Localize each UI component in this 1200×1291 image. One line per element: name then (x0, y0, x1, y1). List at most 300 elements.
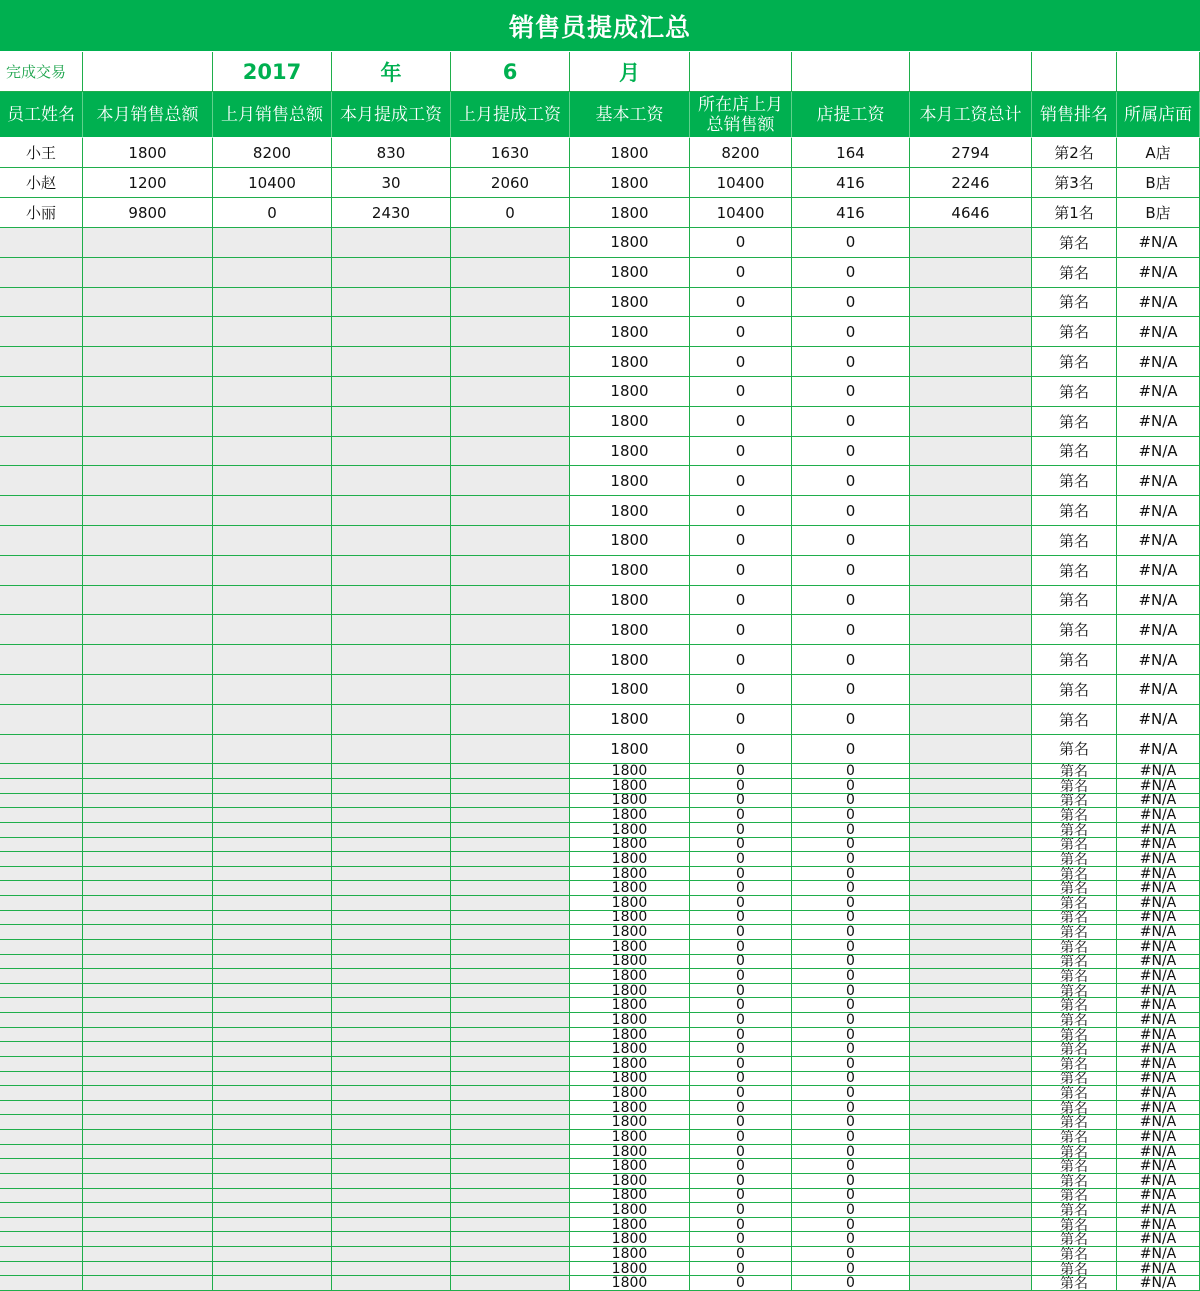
empty-cell[interactable] (910, 258, 1032, 288)
empty-cell[interactable] (910, 1189, 1032, 1204)
empty-cell[interactable] (451, 1276, 570, 1291)
table-cell[interactable]: 1800 (570, 998, 690, 1013)
month-value-cell[interactable]: 6 (451, 52, 570, 92)
empty-cell[interactable] (0, 881, 83, 896)
table-cell[interactable]: 0 (690, 1247, 792, 1262)
table-cell[interactable]: 1800 (570, 896, 690, 911)
empty-cell[interactable] (451, 407, 570, 437)
table-cell[interactable]: 0 (451, 198, 570, 228)
empty-cell[interactable] (213, 940, 332, 955)
empty-cell[interactable] (910, 645, 1032, 675)
empty-cell[interactable] (213, 496, 332, 526)
table-cell[interactable]: 1800 (570, 1189, 690, 1204)
empty-cell[interactable] (451, 955, 570, 970)
column-header[interactable]: 基本工资 (570, 92, 690, 138)
empty-cell[interactable] (332, 466, 451, 496)
empty-cell[interactable] (332, 1130, 451, 1145)
empty-cell[interactable] (83, 998, 213, 1013)
table-cell[interactable]: 0 (690, 984, 792, 999)
empty-cell[interactable] (83, 1013, 213, 1028)
info-empty-cell[interactable] (1032, 52, 1117, 92)
empty-cell[interactable] (0, 615, 83, 645)
table-cell[interactable]: 0 (792, 896, 910, 911)
empty-cell[interactable] (910, 1203, 1032, 1218)
empty-cell[interactable] (0, 1145, 83, 1160)
table-cell[interactable]: 0 (690, 1276, 792, 1291)
table-cell[interactable]: 1800 (570, 1232, 690, 1247)
table-cell[interactable]: 第名 (1032, 881, 1117, 896)
empty-cell[interactable] (910, 1247, 1032, 1262)
table-cell[interactable]: 4646 (910, 198, 1032, 228)
empty-cell[interactable] (213, 645, 332, 675)
empty-cell[interactable] (910, 735, 1032, 765)
empty-cell[interactable] (332, 1276, 451, 1291)
empty-cell[interactable] (451, 1247, 570, 1262)
table-cell[interactable]: 第名 (1032, 615, 1117, 645)
empty-cell[interactable] (332, 1232, 451, 1247)
empty-cell[interactable] (213, 779, 332, 794)
empty-cell[interactable] (332, 838, 451, 853)
table-cell[interactable]: 1800 (83, 138, 213, 168)
info-label-cell[interactable]: 完成交易 (0, 52, 83, 92)
empty-cell[interactable] (451, 1189, 570, 1204)
table-cell[interactable]: #N/A (1117, 998, 1200, 1013)
empty-cell[interactable] (332, 984, 451, 999)
empty-cell[interactable] (910, 496, 1032, 526)
empty-cell[interactable] (910, 407, 1032, 437)
column-header[interactable]: 本月销售总额 (83, 92, 213, 138)
empty-cell[interactable] (910, 984, 1032, 999)
empty-cell[interactable] (213, 1174, 332, 1189)
empty-cell[interactable] (332, 1086, 451, 1101)
table-cell[interactable]: #N/A (1117, 1174, 1200, 1189)
table-cell[interactable]: #N/A (1117, 288, 1200, 318)
info-empty-cell[interactable] (910, 52, 1032, 92)
table-cell[interactable]: 第名 (1032, 1232, 1117, 1247)
empty-cell[interactable] (0, 705, 83, 735)
empty-cell[interactable] (213, 1159, 332, 1174)
table-cell[interactable]: 2430 (332, 198, 451, 228)
empty-cell[interactable] (451, 1042, 570, 1057)
empty-cell[interactable] (83, 779, 213, 794)
table-cell[interactable]: #N/A (1117, 705, 1200, 735)
table-cell[interactable]: #N/A (1117, 1218, 1200, 1233)
empty-cell[interactable] (332, 228, 451, 258)
table-cell[interactable]: 10400 (690, 198, 792, 228)
table-cell[interactable]: 1800 (570, 969, 690, 984)
table-cell[interactable]: 0 (690, 1028, 792, 1043)
empty-cell[interactable] (910, 556, 1032, 586)
empty-cell[interactable] (332, 794, 451, 809)
table-cell[interactable]: 0 (792, 1203, 910, 1218)
empty-cell[interactable] (83, 407, 213, 437)
table-cell[interactable]: 1800 (570, 645, 690, 675)
empty-cell[interactable] (910, 940, 1032, 955)
table-cell[interactable]: 第名 (1032, 852, 1117, 867)
empty-cell[interactable] (83, 735, 213, 765)
empty-cell[interactable] (83, 1042, 213, 1057)
empty-cell[interactable] (213, 794, 332, 809)
table-cell[interactable]: 1800 (570, 407, 690, 437)
table-cell[interactable]: 1800 (570, 466, 690, 496)
table-cell[interactable]: 0 (792, 925, 910, 940)
empty-cell[interactable] (910, 586, 1032, 616)
empty-cell[interactable] (0, 808, 83, 823)
table-cell[interactable]: #N/A (1117, 1086, 1200, 1101)
empty-cell[interactable] (332, 1042, 451, 1057)
table-cell[interactable]: 0 (690, 586, 792, 616)
table-cell[interactable]: 第名 (1032, 779, 1117, 794)
table-cell[interactable]: 第名 (1032, 466, 1117, 496)
table-cell[interactable]: 第名 (1032, 1218, 1117, 1233)
table-cell[interactable]: 第名 (1032, 1086, 1117, 1101)
table-cell[interactable]: 0 (690, 896, 792, 911)
table-cell[interactable]: 1800 (570, 586, 690, 616)
table-cell[interactable]: 0 (690, 437, 792, 467)
empty-cell[interactable] (910, 317, 1032, 347)
empty-cell[interactable] (0, 1086, 83, 1101)
empty-cell[interactable] (332, 969, 451, 984)
table-cell[interactable]: 0 (792, 1218, 910, 1233)
table-cell[interactable]: 1800 (570, 735, 690, 765)
empty-cell[interactable] (83, 317, 213, 347)
empty-cell[interactable] (83, 526, 213, 556)
empty-cell[interactable] (0, 1013, 83, 1028)
empty-cell[interactable] (0, 1174, 83, 1189)
table-cell[interactable]: 0 (792, 808, 910, 823)
empty-cell[interactable] (83, 911, 213, 926)
table-cell[interactable]: 0 (690, 347, 792, 377)
table-cell[interactable]: 1800 (570, 852, 690, 867)
table-cell[interactable]: #N/A (1117, 1203, 1200, 1218)
table-cell[interactable]: 1200 (83, 168, 213, 198)
info-empty-cell[interactable] (1117, 52, 1200, 92)
table-cell[interactable]: 0 (792, 940, 910, 955)
empty-cell[interactable] (332, 1057, 451, 1072)
empty-cell[interactable] (332, 881, 451, 896)
table-cell[interactable]: 第1名 (1032, 198, 1117, 228)
table-cell[interactable]: 1800 (570, 288, 690, 318)
table-cell[interactable]: 1800 (570, 615, 690, 645)
table-cell[interactable]: 0 (690, 1145, 792, 1160)
empty-cell[interactable] (910, 1276, 1032, 1291)
empty-cell[interactable] (451, 1159, 570, 1174)
table-cell[interactable]: 第名 (1032, 896, 1117, 911)
table-cell[interactable]: 第名 (1032, 794, 1117, 809)
empty-cell[interactable] (213, 1101, 332, 1116)
empty-cell[interactable] (83, 867, 213, 882)
table-cell[interactable]: 第名 (1032, 407, 1117, 437)
empty-cell[interactable] (910, 1174, 1032, 1189)
empty-cell[interactable] (332, 823, 451, 838)
year-value-cell[interactable]: 2017 (213, 52, 332, 92)
table-cell[interactable]: 2794 (910, 138, 1032, 168)
empty-cell[interactable] (213, 705, 332, 735)
table-cell[interactable]: 0 (792, 1115, 910, 1130)
empty-cell[interactable] (83, 1101, 213, 1116)
empty-cell[interactable] (213, 1145, 332, 1160)
empty-cell[interactable] (332, 288, 451, 318)
table-cell[interactable]: 0 (690, 823, 792, 838)
table-cell[interactable]: 0 (690, 1262, 792, 1277)
table-cell[interactable]: 0 (690, 794, 792, 809)
table-cell[interactable]: 0 (792, 838, 910, 853)
empty-cell[interactable] (0, 377, 83, 407)
table-cell[interactable]: 1800 (570, 556, 690, 586)
empty-cell[interactable] (83, 838, 213, 853)
empty-cell[interactable] (213, 867, 332, 882)
table-cell[interactable]: 第名 (1032, 838, 1117, 853)
empty-cell[interactable] (910, 228, 1032, 258)
empty-cell[interactable] (332, 764, 451, 779)
table-cell[interactable]: 0 (792, 407, 910, 437)
empty-cell[interactable] (83, 347, 213, 377)
empty-cell[interactable] (910, 526, 1032, 556)
table-cell[interactable]: 第名 (1032, 675, 1117, 705)
empty-cell[interactable] (451, 823, 570, 838)
table-cell[interactable]: 8200 (213, 138, 332, 168)
empty-cell[interactable] (213, 1028, 332, 1043)
table-cell[interactable]: 第名 (1032, 645, 1117, 675)
table-cell[interactable]: 第名 (1032, 288, 1117, 318)
empty-cell[interactable] (213, 377, 332, 407)
empty-cell[interactable] (0, 984, 83, 999)
empty-cell[interactable] (0, 794, 83, 809)
empty-cell[interactable] (910, 998, 1032, 1013)
table-cell[interactable]: 第名 (1032, 1130, 1117, 1145)
empty-cell[interactable] (910, 955, 1032, 970)
empty-cell[interactable] (451, 288, 570, 318)
table-cell[interactable]: 0 (690, 1218, 792, 1233)
table-cell[interactable]: 1800 (570, 1262, 690, 1277)
empty-cell[interactable] (910, 1262, 1032, 1277)
empty-cell[interactable] (910, 1218, 1032, 1233)
empty-cell[interactable] (213, 1042, 332, 1057)
table-cell[interactable]: #N/A (1117, 794, 1200, 809)
table-cell[interactable]: 1800 (570, 779, 690, 794)
table-cell[interactable]: 0 (690, 645, 792, 675)
empty-cell[interactable] (910, 1057, 1032, 1072)
table-cell[interactable]: 0 (690, 1057, 792, 1072)
table-cell[interactable]: 0 (792, 288, 910, 318)
empty-cell[interactable] (0, 1072, 83, 1087)
empty-cell[interactable] (0, 496, 83, 526)
table-cell[interactable]: #N/A (1117, 955, 1200, 970)
table-cell[interactable]: 第名 (1032, 1262, 1117, 1277)
empty-cell[interactable] (213, 228, 332, 258)
empty-cell[interactable] (332, 1072, 451, 1087)
table-cell[interactable]: 0 (792, 1174, 910, 1189)
table-cell[interactable]: #N/A (1117, 1159, 1200, 1174)
table-cell[interactable]: 0 (690, 556, 792, 586)
empty-cell[interactable] (451, 881, 570, 896)
empty-cell[interactable] (0, 852, 83, 867)
table-cell[interactable]: 0 (690, 735, 792, 765)
empty-cell[interactable] (0, 1262, 83, 1277)
column-header[interactable]: 本月工资总计 (910, 92, 1032, 138)
empty-cell[interactable] (213, 1247, 332, 1262)
table-cell[interactable]: 0 (690, 526, 792, 556)
empty-cell[interactable] (451, 984, 570, 999)
table-cell[interactable]: 0 (690, 969, 792, 984)
table-cell[interactable]: 0 (792, 823, 910, 838)
empty-cell[interactable] (83, 556, 213, 586)
table-cell[interactable]: 0 (792, 377, 910, 407)
table-cell[interactable]: 第名 (1032, 1013, 1117, 1028)
empty-cell[interactable] (910, 779, 1032, 794)
table-cell[interactable]: 2060 (451, 168, 570, 198)
empty-cell[interactable] (451, 1072, 570, 1087)
table-cell[interactable]: 0 (792, 735, 910, 765)
table-cell[interactable]: 0 (690, 1159, 792, 1174)
empty-cell[interactable] (332, 911, 451, 926)
empty-cell[interactable] (213, 984, 332, 999)
table-cell[interactable]: #N/A (1117, 526, 1200, 556)
empty-cell[interactable] (451, 1013, 570, 1028)
empty-cell[interactable] (213, 1276, 332, 1291)
empty-cell[interactable] (910, 1130, 1032, 1145)
table-cell[interactable]: #N/A (1117, 764, 1200, 779)
table-cell[interactable]: 0 (690, 808, 792, 823)
table-cell[interactable]: #N/A (1117, 1042, 1200, 1057)
table-cell[interactable]: 0 (690, 764, 792, 779)
table-cell[interactable]: #N/A (1117, 735, 1200, 765)
empty-cell[interactable] (0, 911, 83, 926)
table-cell[interactable]: 1800 (570, 198, 690, 228)
table-cell[interactable]: #N/A (1117, 881, 1200, 896)
empty-cell[interactable] (451, 969, 570, 984)
table-cell[interactable]: 0 (792, 1101, 910, 1116)
empty-cell[interactable] (451, 1218, 570, 1233)
empty-cell[interactable] (332, 615, 451, 645)
empty-cell[interactable] (83, 764, 213, 779)
table-cell[interactable]: 30 (332, 168, 451, 198)
table-cell[interactable]: 1800 (570, 940, 690, 955)
empty-cell[interactable] (213, 852, 332, 867)
table-cell[interactable]: 2246 (910, 168, 1032, 198)
empty-cell[interactable] (0, 437, 83, 467)
empty-cell[interactable] (213, 896, 332, 911)
table-cell[interactable]: #N/A (1117, 347, 1200, 377)
table-cell[interactable]: 第名 (1032, 377, 1117, 407)
empty-cell[interactable] (213, 586, 332, 616)
empty-cell[interactable] (910, 925, 1032, 940)
table-cell[interactable]: 1800 (570, 377, 690, 407)
empty-cell[interactable] (451, 1057, 570, 1072)
empty-cell[interactable] (0, 1232, 83, 1247)
empty-cell[interactable] (213, 838, 332, 853)
empty-cell[interactable] (451, 896, 570, 911)
table-cell[interactable]: 1800 (570, 1028, 690, 1043)
empty-cell[interactable] (0, 1115, 83, 1130)
table-cell[interactable]: 第名 (1032, 823, 1117, 838)
table-cell[interactable]: 0 (792, 1013, 910, 1028)
empty-cell[interactable] (0, 925, 83, 940)
empty-cell[interactable] (451, 258, 570, 288)
empty-cell[interactable] (0, 838, 83, 853)
column-header[interactable]: 销售排名 (1032, 92, 1117, 138)
empty-cell[interactable] (213, 1262, 332, 1277)
table-cell[interactable]: 416 (792, 198, 910, 228)
empty-cell[interactable] (451, 940, 570, 955)
table-cell[interactable]: 0 (792, 437, 910, 467)
table-cell[interactable]: 第名 (1032, 925, 1117, 940)
table-cell[interactable]: 1800 (570, 867, 690, 882)
empty-cell[interactable] (213, 881, 332, 896)
table-cell[interactable]: #N/A (1117, 984, 1200, 999)
empty-cell[interactable] (213, 1115, 332, 1130)
empty-cell[interactable] (332, 1159, 451, 1174)
empty-cell[interactable] (332, 1028, 451, 1043)
empty-cell[interactable] (0, 1247, 83, 1262)
empty-cell[interactable] (451, 1232, 570, 1247)
table-cell[interactable]: 1800 (570, 1159, 690, 1174)
table-cell[interactable]: #N/A (1117, 407, 1200, 437)
empty-cell[interactable] (910, 867, 1032, 882)
table-cell[interactable]: 第名 (1032, 437, 1117, 467)
empty-cell[interactable] (451, 586, 570, 616)
empty-cell[interactable] (910, 969, 1032, 984)
table-cell[interactable]: 1800 (570, 675, 690, 705)
empty-cell[interactable] (83, 852, 213, 867)
table-cell[interactable]: 1630 (451, 138, 570, 168)
empty-cell[interactable] (0, 1101, 83, 1116)
empty-cell[interactable] (451, 377, 570, 407)
table-cell[interactable]: 1800 (570, 984, 690, 999)
empty-cell[interactable] (451, 808, 570, 823)
empty-cell[interactable] (213, 998, 332, 1013)
empty-cell[interactable] (83, 1072, 213, 1087)
table-cell[interactable]: 0 (792, 615, 910, 645)
column-header[interactable]: 员工姓名 (0, 92, 83, 138)
table-cell[interactable]: 0 (792, 1276, 910, 1291)
table-cell[interactable]: 1800 (570, 496, 690, 526)
empty-cell[interactable] (0, 998, 83, 1013)
table-cell[interactable]: 416 (792, 168, 910, 198)
table-cell[interactable]: 小丽 (0, 198, 83, 228)
empty-cell[interactable] (83, 794, 213, 809)
table-cell[interactable]: 0 (792, 881, 910, 896)
table-cell[interactable]: 0 (690, 955, 792, 970)
table-cell[interactable]: 1800 (570, 317, 690, 347)
empty-cell[interactable] (332, 1145, 451, 1160)
empty-cell[interactable] (83, 1276, 213, 1291)
info-empty-cell[interactable] (690, 52, 792, 92)
empty-cell[interactable] (0, 823, 83, 838)
empty-cell[interactable] (83, 808, 213, 823)
empty-cell[interactable] (213, 911, 332, 926)
table-cell[interactable]: 0 (792, 1028, 910, 1043)
empty-cell[interactable] (451, 764, 570, 779)
empty-cell[interactable] (910, 1145, 1032, 1160)
empty-cell[interactable] (451, 466, 570, 496)
empty-cell[interactable] (332, 496, 451, 526)
table-cell[interactable]: 0 (690, 867, 792, 882)
empty-cell[interactable] (0, 940, 83, 955)
table-cell[interactable]: 0 (792, 675, 910, 705)
table-cell[interactable]: 0 (792, 852, 910, 867)
table-cell[interactable]: #N/A (1117, 911, 1200, 926)
empty-cell[interactable] (0, 586, 83, 616)
table-cell[interactable]: B店 (1117, 198, 1200, 228)
table-cell[interactable]: 1800 (570, 347, 690, 377)
empty-cell[interactable] (0, 735, 83, 765)
table-cell[interactable]: 0 (792, 1130, 910, 1145)
empty-cell[interactable] (332, 955, 451, 970)
table-cell[interactable]: 8200 (690, 138, 792, 168)
table-cell[interactable]: 第名 (1032, 347, 1117, 377)
empty-cell[interactable] (213, 764, 332, 779)
